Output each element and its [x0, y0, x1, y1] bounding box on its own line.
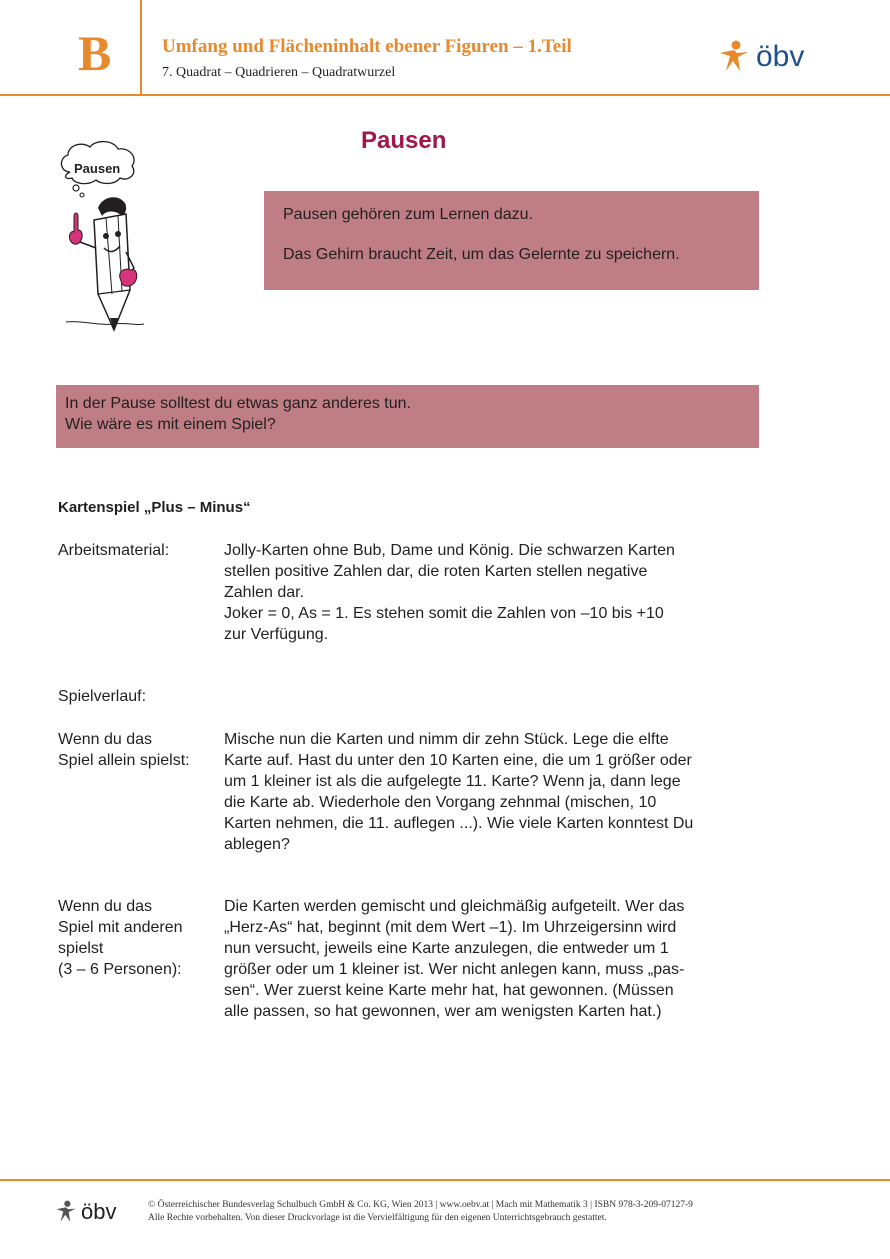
material-line: Zahlen dar.	[224, 584, 305, 601]
multi-label	[58, 896, 183, 980]
info-line-1: Pausen gehören zum Lernen dazu.	[283, 206, 533, 223]
material-text	[224, 540, 764, 645]
info-line-2: Das Gehirn braucht Zeit, um das Gelernte zu speichern.	[283, 245, 680, 263]
star-person-icon	[718, 40, 750, 74]
chapter-title: Umfang und Flächeninhalt ebener Figuren – 1.Teil	[162, 36, 572, 57]
star-person-icon	[55, 1200, 77, 1224]
multi-label-line: Spiel mit anderen	[58, 919, 183, 936]
game-title: Kartenspiel „Plus – Minus“	[58, 499, 251, 516]
solo-text	[224, 729, 764, 855]
material-line: Joker = 0, As = 1. Es stehen somit die Zahlen von –10 bis +10	[224, 605, 664, 622]
multi-line: Die Karten werden gemischt und gleichmäßig aufgeteilt. Wer das	[224, 898, 685, 915]
material-line: zur Verfügung.	[224, 626, 329, 643]
multi-line: sen“. Wer zuerst keine Karte mehr hat, hat gewonnen. (Müssen	[224, 982, 674, 999]
multi-label-line: spielst	[58, 940, 104, 957]
header-divider	[0, 94, 890, 96]
solo-line: um 1 kleiner ist als die aufgelegte 11. Karte? Wenn ja, dann lege	[224, 773, 681, 790]
solo-line: ablegen?	[224, 836, 290, 853]
logo-text: öbv	[756, 40, 805, 73]
solo-line: Karten nehmen, die 11. auflegen ...). Wie viele Karten konntest Du	[224, 815, 694, 832]
solo-line: Karte auf. Hast du unter den 10 Karten eine, die um 1 größer oder	[224, 752, 692, 769]
multi-label-line: Wenn du das	[58, 898, 152, 915]
section-letter: B	[78, 25, 112, 81]
publisher-logo	[718, 40, 804, 74]
copyright-line-2: Alle Rechte vorbehalten. Von dieser Druckvorlage ist die Vervielfältigung für den eigenen Unterrichtsgebrauch gestattet.	[148, 1213, 607, 1223]
material-label: Arbeitsmaterial:	[58, 542, 170, 559]
footer-logo	[55, 1200, 116, 1224]
material-line: Jolly-Karten ohne Bub, Dame und König. Die schwarzen Karten	[224, 542, 675, 559]
page-title: Pausen	[361, 127, 447, 154]
multi-line: „Herz-As“ hat, beginnt (mit dem Wert –1). Im Uhrzeigersinn wird	[224, 919, 677, 936]
multi-line: alle passen, so hat gewonnen, wer am wenigsten Karten hat.)	[224, 1003, 662, 1020]
solo-label	[58, 729, 190, 771]
info-box-pausen	[264, 191, 759, 290]
solo-line: die Karte ab. Wiederhole den Vorgang zehnmal (mischen, 10	[224, 794, 657, 811]
solo-line: Mische nun die Karten und nimm dir zehn Stück. Lege die elfte	[224, 731, 669, 748]
multi-text	[224, 896, 764, 1022]
info-box-spiel	[56, 385, 759, 448]
footer-divider	[0, 1179, 890, 1181]
copyright-line-1: © Österreichischer Bundesverlag Schulbuch GmbH & Co. KG, Wien 2013 | www.oebv.at | Mach mit Mathematik 3 | ISBN 978-3-209-07127-9	[148, 1200, 693, 1210]
material-line: stellen positive Zahlen dar, die roten Karten stellen negative	[224, 563, 648, 580]
chapter-subtitle: 7. Quadrat – Quadrieren – Quadratwurzel	[162, 65, 396, 80]
verlauf-label: Spielverlauf:	[58, 688, 147, 705]
footer-logo-text: öbv	[81, 1199, 117, 1224]
spiel-line-2: Wie wäre es mit einem Spiel?	[65, 415, 276, 433]
bubble-text: Pausen	[74, 161, 121, 176]
spiel-line-1: In der Pause solltest du etwas ganz anderes tun.	[65, 395, 411, 412]
solo-label-line: Spiel allein spielst:	[58, 752, 190, 769]
copyright	[148, 1199, 693, 1225]
multi-line: nun versucht, jeweils eine Karte anzulegen, die entweder um 1	[224, 940, 669, 957]
multi-line: größer oder um 1 kleiner ist. Wer nicht anlegen kann, muss „pas-	[224, 961, 685, 978]
pencil-character-icon	[58, 190, 148, 340]
multi-label-line: (3 – 6 Personen):	[58, 961, 182, 978]
solo-label-line: Wenn du das	[58, 731, 152, 748]
header-divider-vertical	[140, 0, 142, 95]
